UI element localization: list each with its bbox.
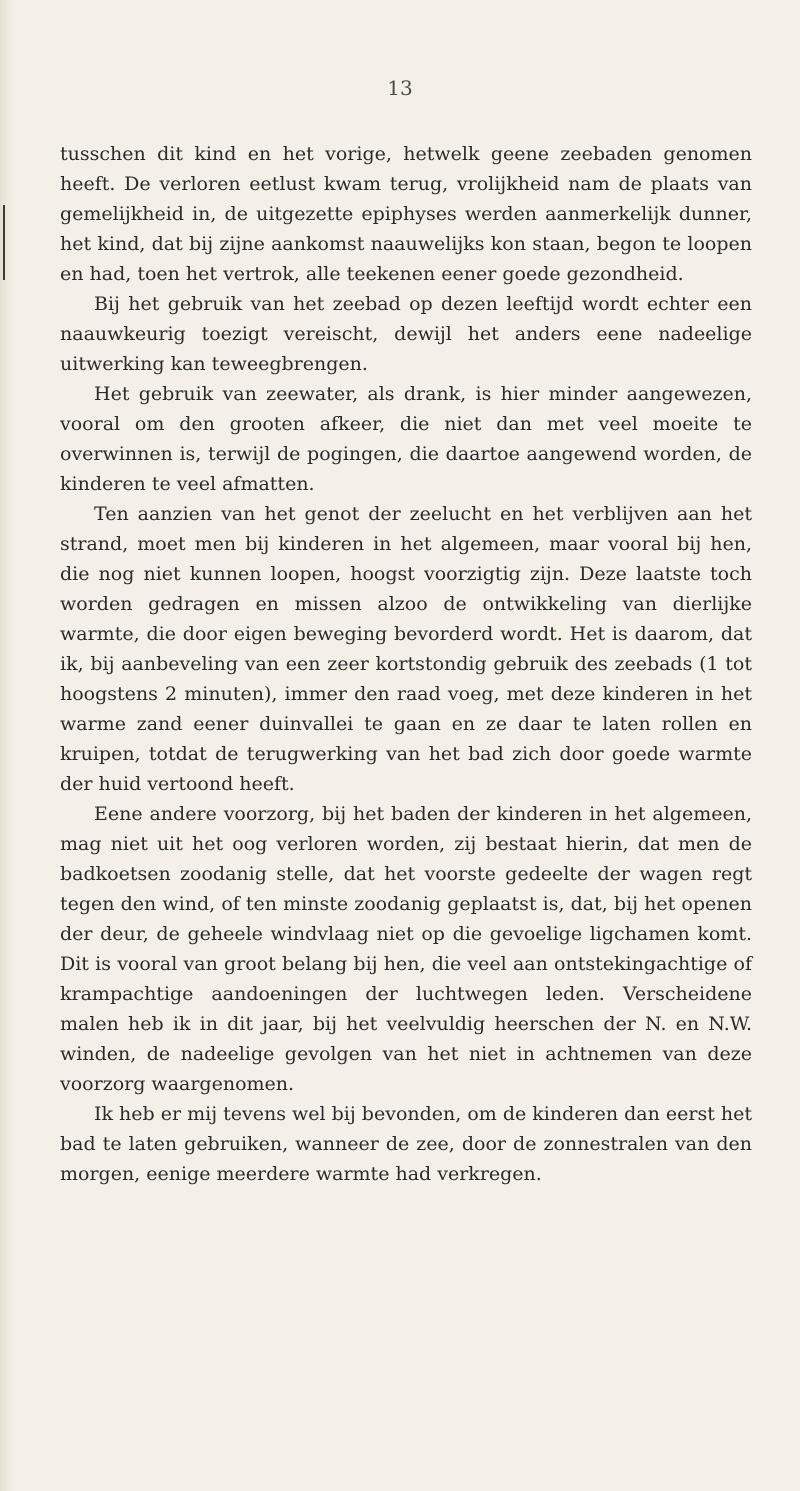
paragraph-6: Ik heb er mij tevens wel bij bevonden, om de kinderen dan eerst het bad te laten gebruiken, wanneer de zee, door de zonnestralen van den morgen, eenige meerdere warmte had verkregen. [60, 1103, 753, 1185]
paragraph-4: Ten aanzien van het genot der zeelucht en het verblijven aan het strand, moet men bij kinderen in het algemeen, maar vooral bij hen, die nog niet kunnen loopen, hoogst voorzigtig zijn. Deze laatste toch worden gedragen en missen alzoo de ontwikkeling van dierlijke warmte, die door eigen beweging bevorderd wordt. Het is daarom, dat ik, bij aanbeveling van een zeer kortstondig gebruik des zeebads (1 tot hoogstens 2 minuten), immer den raad voeg, met deze kinderen in het warme zand eener duinvallei te gaan en ze daar te laten rollen en kruipen, totdat de terugwerking van het bad zich door goede warmte der huid vertoond heeft. [60, 503, 752, 795]
margin-mark [3, 205, 5, 280]
paragraph-5: Eene andere voorzorg, bij het baden der kinderen in het algemeen, mag niet uit het oog verloren worden, zij bestaat hierin, dat men de badkoetsen zoodanig stelle, dat het voorste gedeelte der wagen regt tegen den wind, of ten minste zoodanig geplaatst is, dat, bij het openen der deur, de geheele windvlaag niet op die gevoelige ligchamen komt. Dit is vooral van groot belang bij hen, die veel aan ontstekingachtige of krampachtige aandoeningen der luchtwegen leden. Verscheidene malen heb ik in dit jaar, bij het veelvuldig heerschen der N. en N.W. winden, de nadeelige gevolgen van het niet in achtnemen van deze voorzorg waargenomen. [60, 803, 752, 1095]
paragraph-3: Het gebruik van zeewater, als drank, is hier minder aangewezen, vooral om den grooten afkeer, die niet dan met veel moeite te overwinnen is, terwijl de pogingen, die daartoe aangewend worden, de kinderen te veel afmatten. [60, 383, 752, 495]
paragraph-2: Bij het gebruik van het zeebad op dezen leeftijd wordt echter een naauwkeurig toezigt vereischt, dewijl het anders eene nadeelige uitwerking kan teweegbrengen. [60, 293, 752, 375]
page-number: 13 [387, 76, 413, 100]
body-text [60, 139, 752, 1189]
paragraph-1: tusschen dit kind en het vorige, hetwelk geene zeebaden genomen heeft. De verloren eetlust kwam terug, vrolijkheid nam de plaats van gemelijkheid in, de uitgezette epiphyses werden aanmerkelijk dunner, het kind, dat bij zijne aankomst naauwelijks kon staan, begon te loopen en had, toen het vertrok, alle teekenen eener goede gezondheid. [60, 143, 752, 285]
